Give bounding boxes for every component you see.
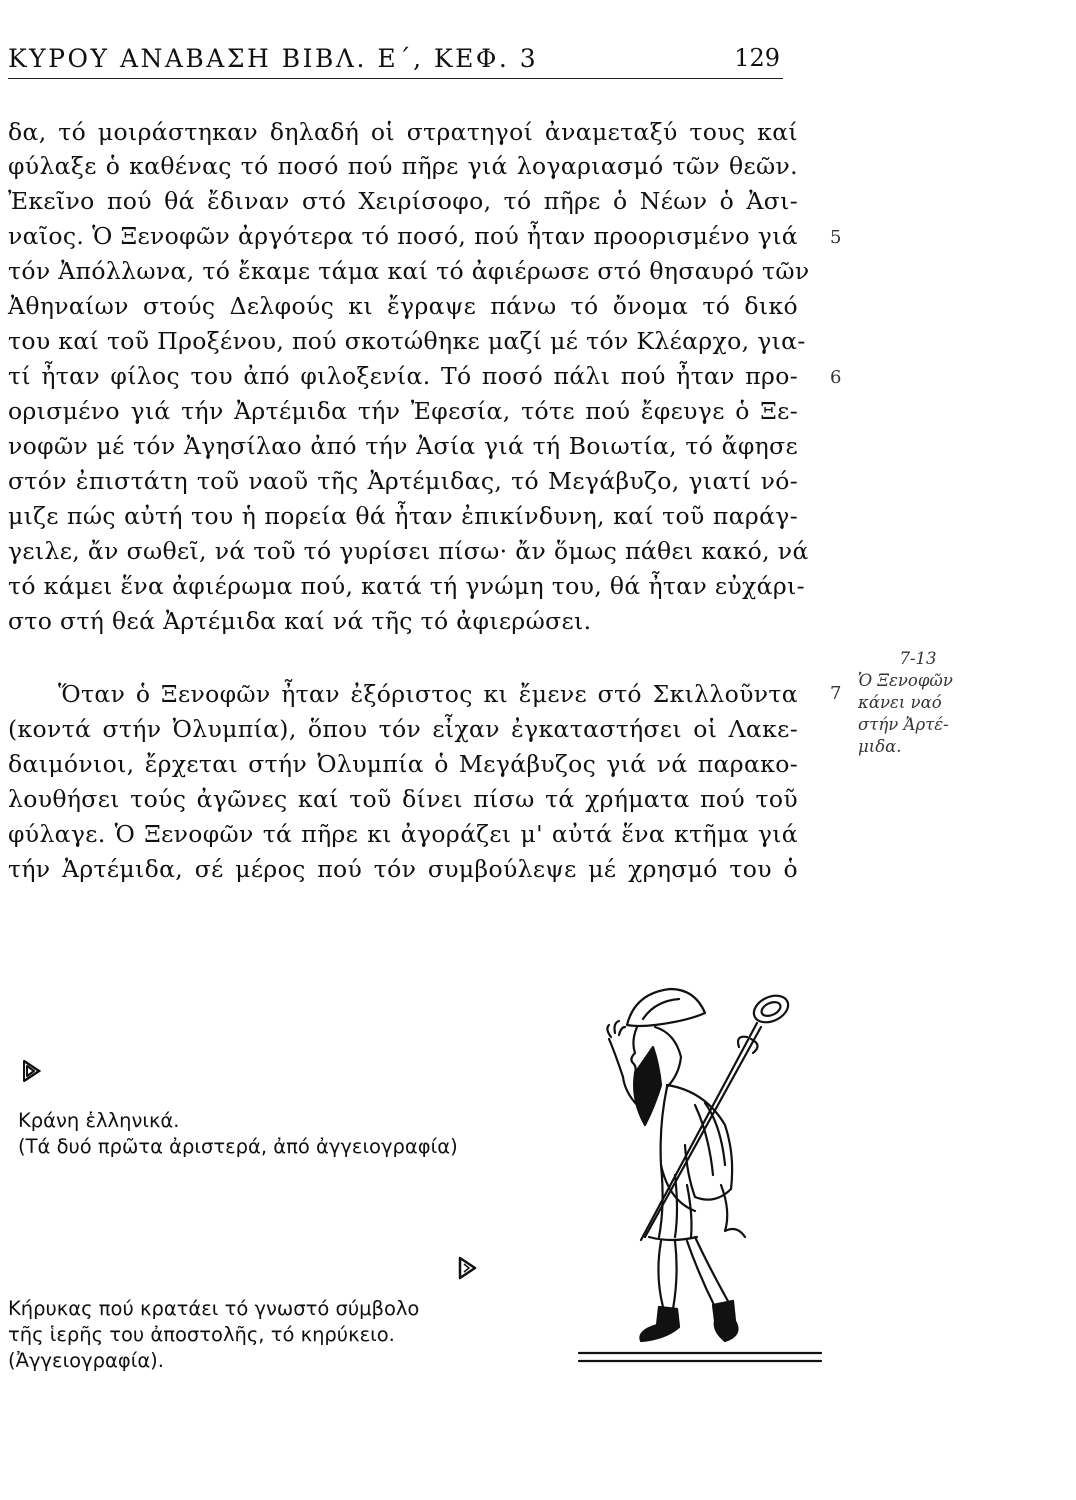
caption-line: (Ἀγγειογραφία). [8,1349,164,1372]
caption-line: Κράνη ἑλληνικά. [18,1109,180,1132]
line-number: 7 [830,683,842,704]
margin-note-line: μιδα. [858,737,902,756]
text-line: τί ἦταν φίλος του ἀπό φιλοξενία. Τό ποσό πάλι πού ἦταν προ- [8,362,798,390]
text-line: Ἐκεῖνο πού θά ἔδιναν στό Χειρίσοφο, τό πῆρε ὁ Νέων ὁ Ἀσι- [8,187,798,215]
margin-note-line: Ὁ Ξενοφῶν [858,671,953,690]
margin-note [858,648,978,758]
text-line: του καί τοῦ Προξένου, πού σκοτώθηκε μαζί μέ τόν Κλέαρχο, για- [8,327,806,355]
pointer-arrow-icon [456,1255,478,1281]
caption-line: τῆς ἱερῆς του ἀποστολῆς, τό κηρύκειο. [8,1323,395,1346]
text-line: στο στή θεά Ἀρτέμιδα καί νά τῆς τό ἀφιερώσει. [8,607,592,635]
text-line: γειλε, ἄν σωθεῖ, νά τοῦ τό γυρίσει πίσω· ἄν ὅμως πάθει κακό, νά [8,537,809,565]
pointer-arrow-icon [20,1058,42,1084]
line-number: 6 [830,367,842,388]
text-line: δαιμόνιοι, ἔρχεται στήν Ὀλυμπία ὁ Μεγάβυζος γιά νά παρακο- [8,750,798,778]
line-number: 5 [830,227,842,248]
text-line: ορισμένο γιά τήν Ἀρτέμιδα τήν Ἐφεσία, τότε πού ἔφευγε ὁ Ξε- [8,397,798,425]
running-head [8,44,783,79]
page-number: 129 [734,44,780,72]
margin-note-line: στήν Ἀρτέ- [858,715,949,734]
text-line: μιζε πώς αὐτή του ἡ πορεία θά ἦταν ἐπικίνδυνη, καί τοῦ παράγ- [8,502,798,530]
text-line: τό κάμει ἕνα ἀφιέρωμα πού, κατά τή γνώμη του, θά ἦταν εὐχάρι- [8,572,805,600]
text-line: Ὅταν ὁ Ξενοφῶν ἦταν ἐξόριστος κι ἔμενε στό Σκιλλοῦντα [58,680,798,708]
caption-line: (Τά δυό πρῶτα ἀριστερά, ἀπό ἀγγειογραφία) [18,1135,458,1158]
caption-helmets [18,1108,458,1160]
text-line: τήν Ἀρτέμιδα, σέ μέρος πού τόν συμβούλεψε μέ χρησμό του ὁ [8,855,798,883]
text-line: νοφῶν μέ τόν Ἀγησίλαο ἀπό τήν Ἀσία γιά τή Βοιωτία, τό ἄφησε [8,432,798,460]
herald-vase-painting-illustration [575,975,825,1375]
text-line: στόν ἐπιστάτη τοῦ ναοῦ τῆς Ἀρτέμιδας, τό Μεγάβυζο, γιατί νό- [8,467,798,495]
caption-herald [8,1296,419,1374]
text-line: δα, τό μοιράστηκαν δηλαδή οἱ στρατηγοί ἀναμεταξύ τους καί [8,118,798,146]
text-line: λουθήσει τούς ἀγῶνες καί τοῦ δίνει πίσω τά χρήματα πού τοῦ [8,785,798,813]
text-line: φύλαξε ὁ καθένας τό ποσό πού πῆρε γιά λογαριασμό τῶν θεῶν. [8,152,798,180]
text-line: (κοντά στήν Ὀλυμπία), ὅπου τόν εἶχαν ἐγκαταστήσει οἱ Λακε- [8,715,798,743]
caption-line: Κήρυκας πού κρατάει τό γνωστό σύμβολο [8,1297,420,1320]
text-line: τόν Ἀπόλλωνα, τό ἔκαμε τάμα καί τό ἀφιέρωσε στό θησαυρό τῶν [8,257,810,285]
running-head-title: ΚΥΡΟΥ ΑΝΑΒΑΣΗ ΒΙΒΛ. Ε΄, ΚΕΦ. 3 [8,44,539,73]
margin-note-line: κάνει ναό [858,693,942,712]
margin-note-range: 7-13 [899,649,937,668]
text-line: φύλαγε. Ὁ Ξενοφῶν τά πῆρε κι ἀγοράζει μ' αὐτά ἕνα κτῆμα γιά [8,820,798,848]
text-line: ναῖος. Ὁ Ξενοφῶν ἀργότερα τό ποσό, πού ἦταν προορισμένο γιά [8,222,798,250]
text-line: Ἀθηναίων στούς Δελφούς κι ἔγραψε πάνω τό ὄνομα τό δικό [8,292,798,320]
